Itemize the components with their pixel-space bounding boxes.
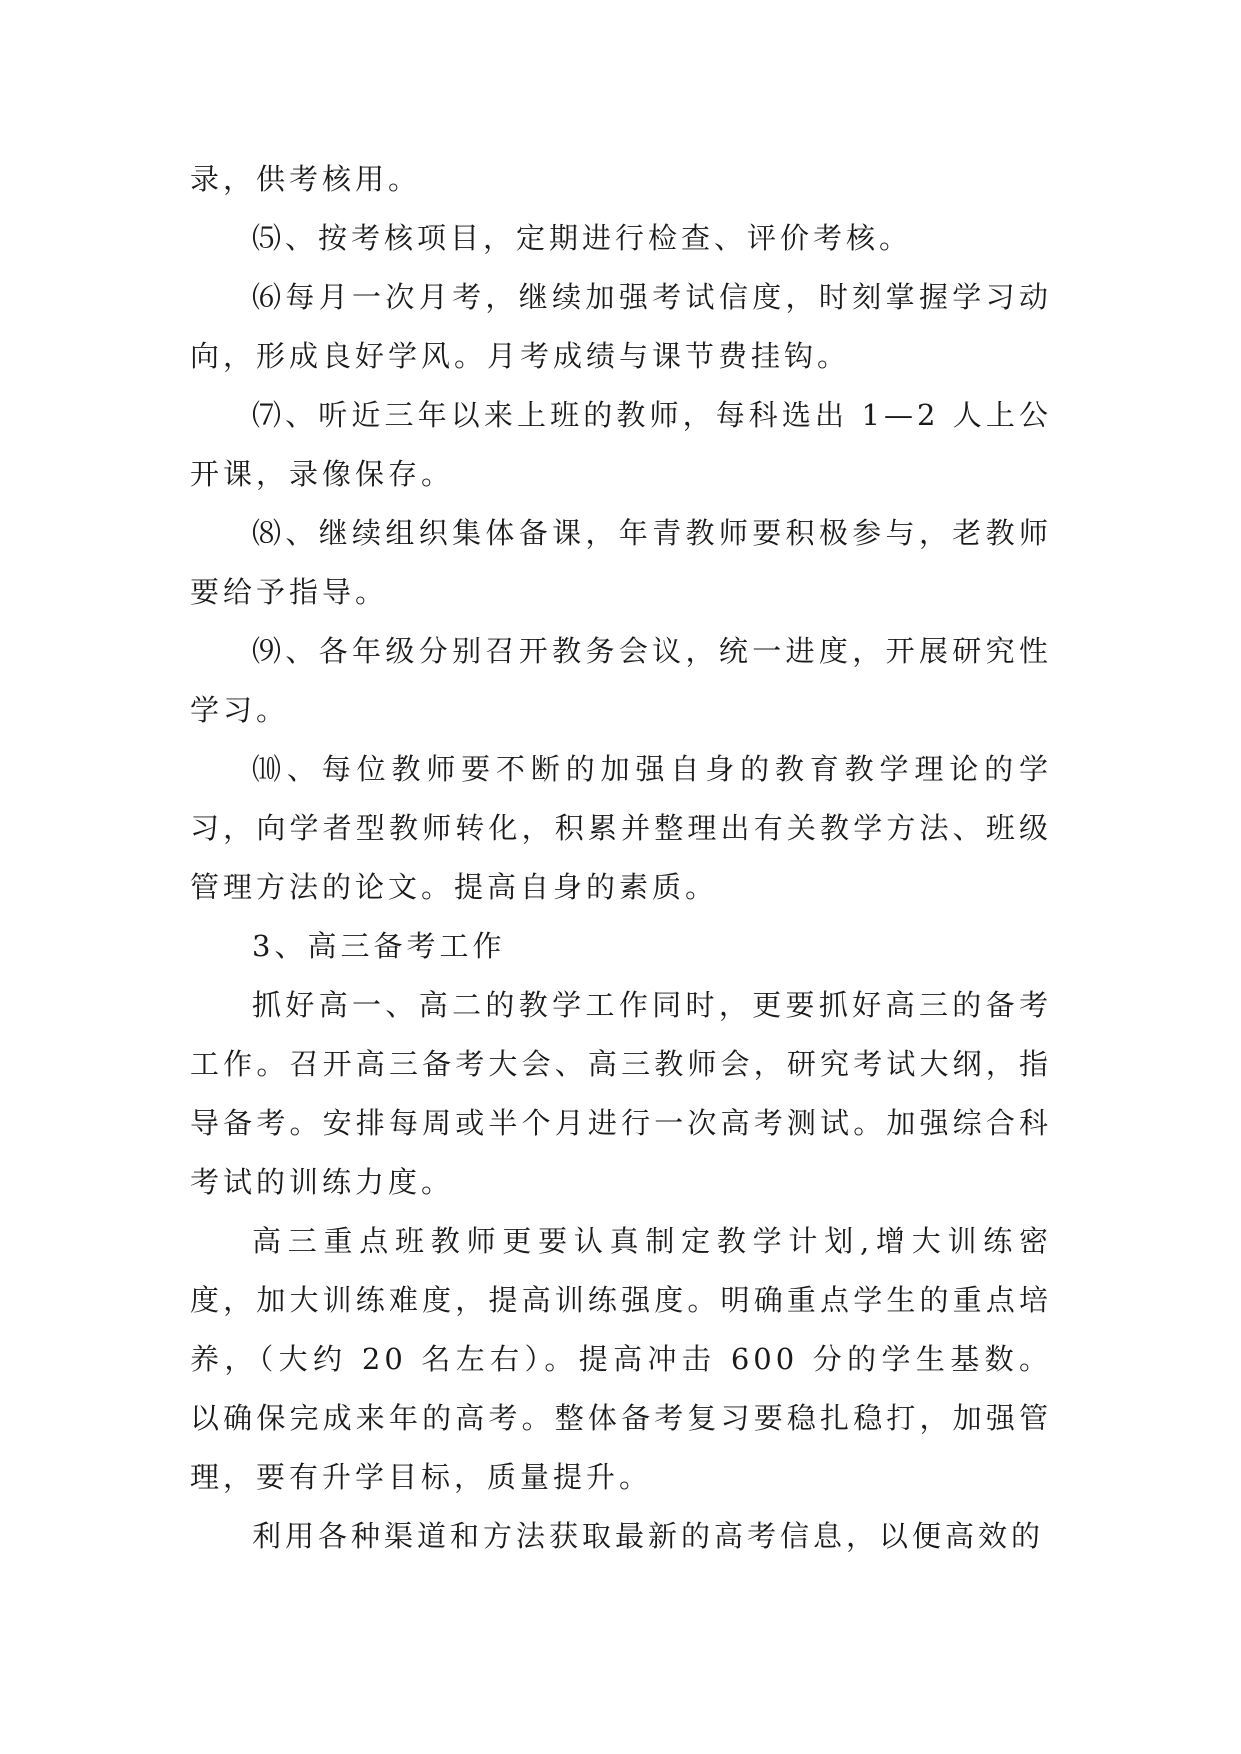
paragraph-item-5: ⑸、按考核项目，定期进行检查、评价考核。 bbox=[252, 221, 913, 255]
paragraph-item-6: ⑹每月一次月考，继续加强考试信度，时刻掌握学习动向，形成良好学风。月考成绩与课节费挂钩。 bbox=[190, 280, 1052, 373]
paragraph-key-class-teachers: 高三重点班教师更要认真制定教学计划,增大训练密度，加大训练难度，提高训练强度。明确重点学生的重点培养，（大约 20 名左右）。提高冲击 600 分的学生基数。以确保完成来年的高考。整体备考复习要稳扎稳打，加强管理，要有升学目标，质量提升。 bbox=[190, 1224, 1052, 1494]
paragraph-item-7: ⑺、听近三年以来上班的教师，每科选出 1—2 人上公开课，录像保存。 bbox=[190, 398, 1052, 491]
paragraph-continuation: 录，供考核用。 bbox=[190, 162, 422, 196]
paragraph-senior-three-prep: 抓好高一、高二的教学工作同时，更要抓好高三的备考工作。召开高三备考大会、高三教师会，研究考试大纲，指导备考。安排每周或半个月进行一次高考测试。加强综合科考试的训练力度。 bbox=[190, 988, 1052, 1199]
document-page bbox=[190, 150, 1052, 1566]
paragraph-item-8: ⑻、继续组织集体备课，年青教师要积极参与，老教师要给予指导。 bbox=[190, 516, 1052, 609]
section-heading: 3、高三备考工作 bbox=[252, 929, 506, 963]
paragraph-item-9: ⑼、各年级分别召开教务会议，统一进度，开展研究性学习。 bbox=[190, 634, 1052, 727]
paragraph-item-10: ⑽、每位教师要不断的加强自身的教育教学理论的学习，向学者型教师转化，积累并整理出有关教学方法、班级管理方法的论文。提高自身的素质。 bbox=[190, 752, 1052, 904]
paragraph-exam-information: 利用各种渠道和方法获取最新的高考信息，以便高效的 bbox=[252, 1519, 1045, 1553]
